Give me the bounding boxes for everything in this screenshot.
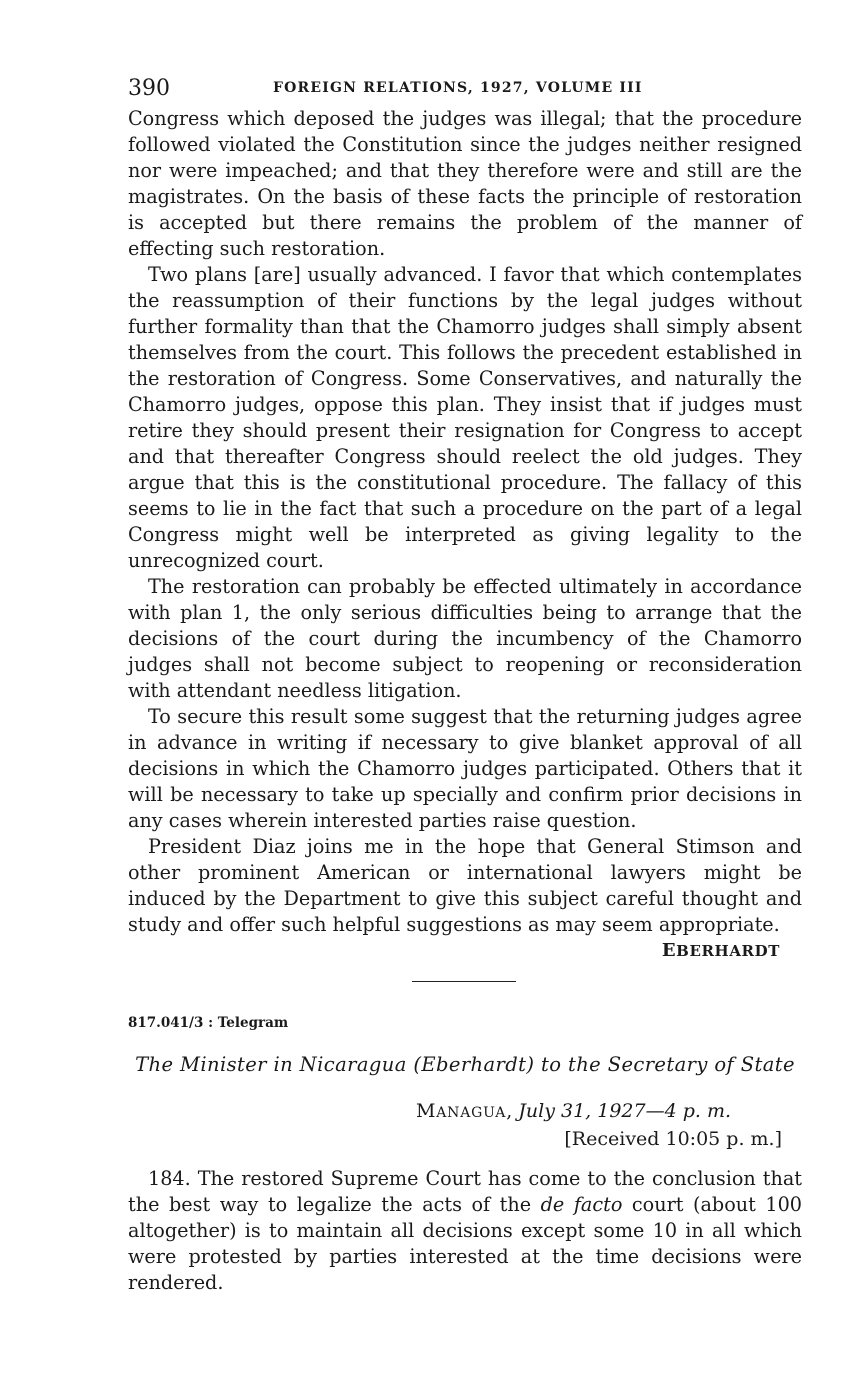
signature-rest: BERHARDT [676, 942, 780, 960]
header-title: FOREIGN RELATIONS, 1927, VOLUME III [273, 80, 643, 96]
document-title [128, 1053, 802, 1076]
telegram-body [128, 1166, 802, 1296]
paragraph-4: To secure this result some suggest that the returning judges agree in advance in writing if necessary to give blanket approval of all decisions in which the Chamorro judges participated. Others that it will be necessary to take up specially and confirm prior decisions in any cases wherein interested parties raise question. [128, 705, 802, 832]
title-part-2: ) to the Secretary of State [526, 1053, 795, 1076]
paragraph-2: Two plans [are] usually advanced. I favor that which contemplates the reassumption of their functions by the legal judges without further formality than that the Chamorro judges shall simply absent themselves from the court. This follows the precedent established in the restoration of Congress. Some Conservatives, and naturally the Chamorro judges, oppose this plan. They insist that if judges must retire they should present their resignation for Congress to accept and that thereafter Congress should reelect the old judges. They argue that this is the constitutional procedure. The fallacy of this seems to lie in the fact that such a procedure on the part of a legal Congress might well be interpreted as giving legality to the unrecognized court. [128, 263, 802, 572]
running-header [128, 72, 802, 106]
paragraph-5: President Diaz joins me in the hope that General Stimson and other prominent American or international lawyers might be induced by the Department to give this subject careful thought and study and offer such helpful suggestions as may seem appropriate. [128, 835, 802, 936]
body-end: court (about 100 altogether) is to maintain all decisions except some 10 in all which were protested by parties interested at the time decisions were rendered. [128, 1193, 802, 1294]
title-name: Eberhardt [421, 1053, 527, 1076]
paragraph-3: The restoration can probably be effected ultimately in accordance with plan 1, the only serious difficulties being to arrange that the decisions of the court during the incumbency of the Chamorro judges shall not become subject to reopening or reconsideration with attendant needless litigation. [128, 575, 802, 702]
place-initial: M [416, 1100, 437, 1122]
title-part-1: The Minister in Nicaragua ( [135, 1053, 422, 1076]
signature-initial: E [661, 940, 677, 961]
dateline: MANAGUA, July 31, 1927—4 p. m. [416, 1100, 732, 1122]
file-reference: 817.041/3 : Telegram [128, 1015, 289, 1031]
place-rest: ANAGUA [436, 1105, 507, 1121]
body-start: 184. The restored Supreme Court has come to the conclusion that the best way to legalize the acts of the [128, 1167, 802, 1216]
document-page [128, 72, 802, 1296]
page-number: 390 [128, 76, 170, 101]
telegram-date: July 31, 1927—4 p. m. [518, 1100, 732, 1122]
signature [128, 938, 802, 964]
paragraph-1: Congress which deposed the judges was illegal; that the procedure followed violated the Constitution since the judges neither resigned nor were impeached; and that they therefore were and still are the magistrates. On the basis of these facts the principle of restoration is accepted but there remains the problem of the manner of effecting such restoration. [128, 107, 802, 260]
section-divider [412, 981, 516, 982]
body-italic: de facto [540, 1193, 623, 1216]
received-time: [Received 10:05 p. m.] [564, 1128, 782, 1150]
place-name [416, 1100, 506, 1122]
